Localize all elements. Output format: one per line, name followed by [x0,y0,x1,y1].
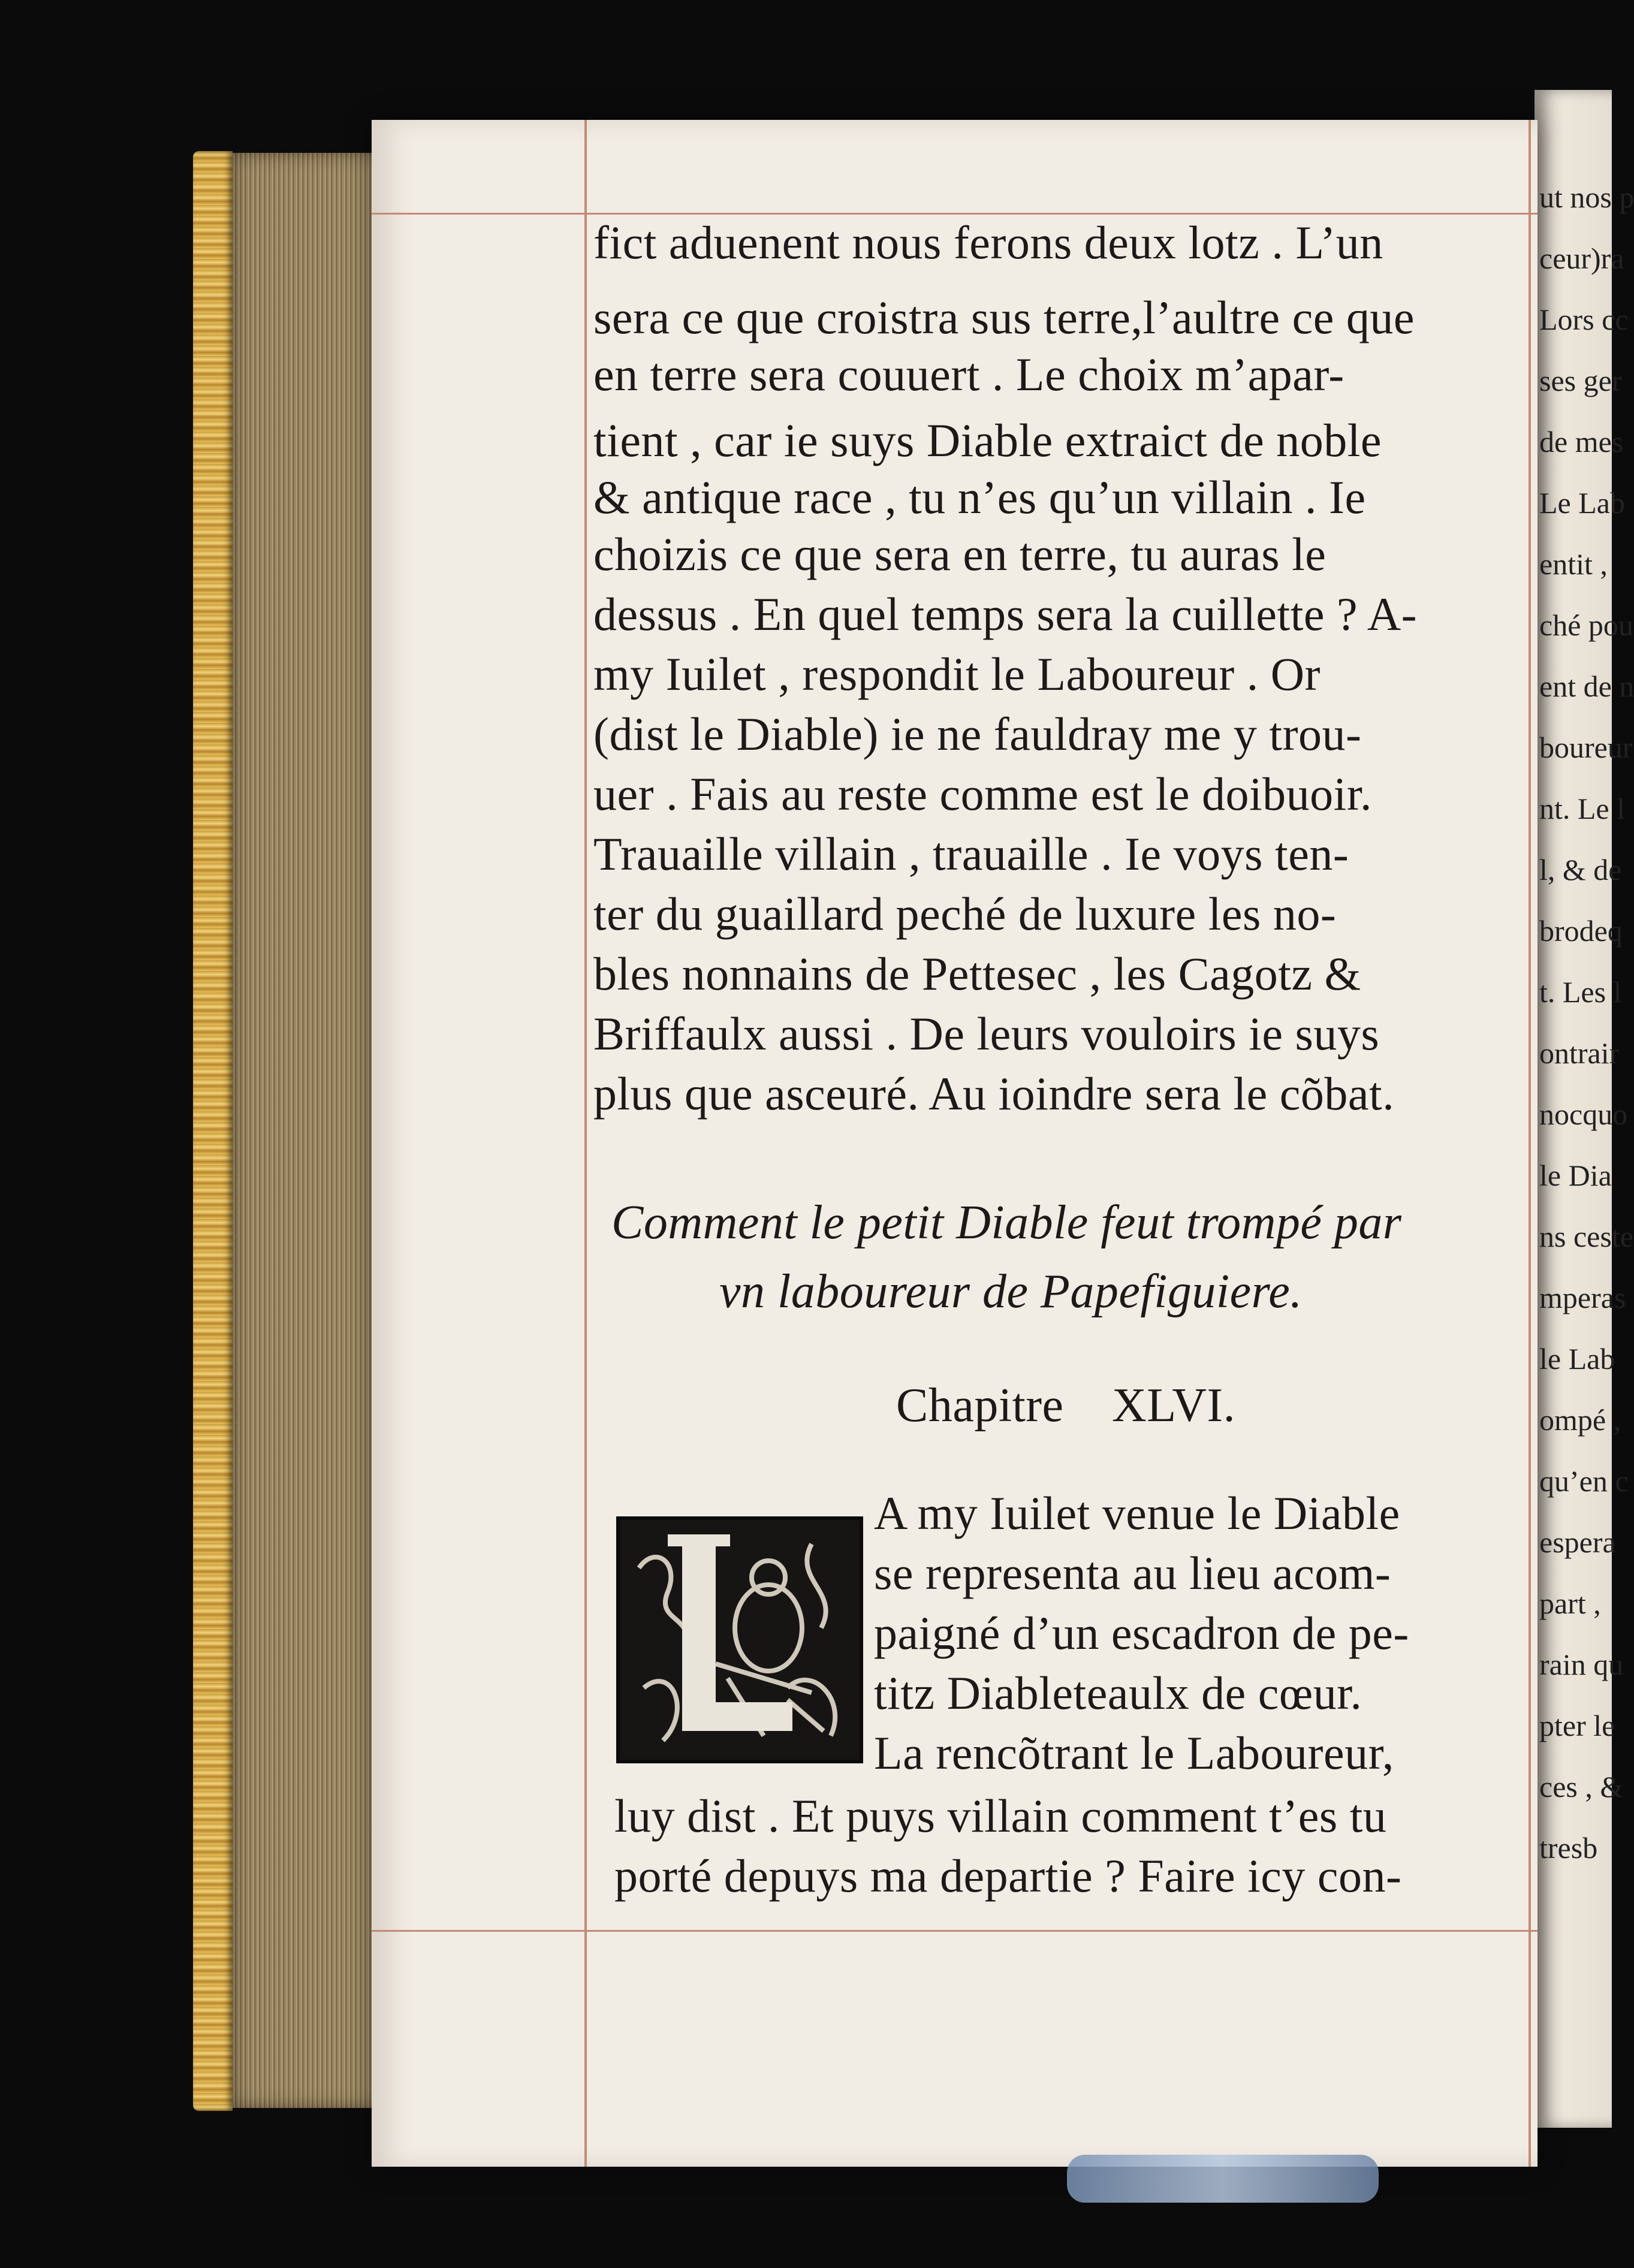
text-line: Trauaille villain , trauaille . Ie voys ten- [593,828,1349,880]
facing-page [1534,90,1634,2128]
facing-page-fragment: espera [1539,1525,1616,1559]
facing-page-fragment: nocquo [1539,1097,1628,1131]
facing-page-fragment: le Lab [1539,1342,1615,1376]
facing-page-fragment: t. Les l [1539,975,1622,1009]
rule-vertical-left [584,120,587,2167]
rule-horizontal-top [372,213,1537,215]
text-line: luy dist . Et puys villain comment t’es tu [614,1790,1387,1842]
text-line: bles nonnains de Pettesec , les Cagotz & [593,948,1361,1000]
text-line: (dist le Diable) ie ne fauldray me y trou- [593,708,1362,760]
text-line: titz Diableteaulx de cœur. [874,1667,1362,1719]
text-line: A my Iuilet venue le Diable [874,1487,1400,1539]
facing-page-fragment: qu’en c [1539,1464,1629,1498]
facing-page-fragment: rain qu [1539,1648,1624,1681]
gilt-page-edge [193,151,233,2111]
facing-page-fragment: ns ceste [1539,1220,1633,1253]
text-line: tient , car ie suys Diable extraict de noble [593,414,1382,466]
facing-page-fragment: de mes [1539,425,1624,459]
text-line: fict aduenent nous ferons deux lotz . L’un [593,216,1383,269]
text-line: uer . Fais au reste comme est le doibuoir. [593,768,1373,820]
facing-page-fragment: ent de n [1539,669,1634,703]
text-line: ter du guaillard peché de luxure les no- [593,888,1337,940]
text-line: plus que asceuré. Au ioindre sera le cõbat. [593,1067,1395,1120]
facing-page-fragment: Le Lab [1539,486,1625,520]
facing-page-fragment: l, & de [1539,853,1622,886]
page-stack-edge [233,153,388,2108]
facing-page-fragment: le Dia [1539,1159,1612,1192]
text-line: Briffaulx aussi . De leurs vouloirs ie suys [593,1008,1380,1060]
rule-vertical-right [1529,120,1531,2167]
facing-page-fragment: tresb [1539,1831,1598,1865]
facing-page-fragment: pter le [1539,1709,1615,1742]
text-line: my Iuilet , respondit le Laboureur . Or [593,648,1321,700]
facing-page-fragment: ontrair [1539,1036,1620,1070]
facing-page-fragment: ché pou [1539,608,1633,642]
facing-page-fragment: nt. Le l [1539,792,1626,825]
text-line: choizis ce que sera en terre, tu auras le [593,528,1327,580]
text-line: en terre sera couuert . Le choix m’apar- [593,348,1344,400]
facing-page-fragment: mperas [1539,1281,1626,1314]
text-line: se representa au lieu acom- [874,1547,1391,1599]
text-line: sera ce que croistra sus terre,l’aultre ce que [593,291,1415,343]
facing-page-fragment: ceur)ra [1539,242,1624,275]
facing-page-fragment: Lors cc [1539,303,1629,336]
facing-page-fragment: ut nos p [1539,180,1634,214]
facing-page-fragment: brodeq [1539,914,1623,948]
drop-cap-woodcut [616,1516,863,1763]
facing-page-fragment: ses ger [1539,364,1622,397]
chapter-heading-line-1: Comment le petit Diable feut trompé par [611,1196,1402,1249]
text-line: paigné d’un escadron de pe- [874,1607,1409,1659]
rule-horizontal-bottom [372,1930,1537,1932]
facing-page-fragment: entit , [1539,547,1608,581]
text-line: porté depuys ma departie ? Faire icy con- [614,1850,1402,1902]
facing-page-fragment: ces , & [1539,1770,1624,1803]
text-line: La rencõtrant le Laboureur, [874,1727,1394,1779]
text-line: & antique race , tu n’es qu’un villain . Ie [593,471,1366,523]
chapter-number: Chapitre XLVI. [896,1379,1236,1432]
bookmark-ribbon [1067,2155,1379,2203]
text-line: dessus . En quel temps sera la cuillette ? A- [593,588,1418,640]
chapter-heading-line-2: vn laboureur de Papefiguiere. [719,1265,1303,1318]
facing-page-fragment: part , [1539,1587,1601,1620]
facing-page-fragment: boureur [1539,731,1633,764]
facing-page-fragment: ompé , [1539,1403,1621,1437]
